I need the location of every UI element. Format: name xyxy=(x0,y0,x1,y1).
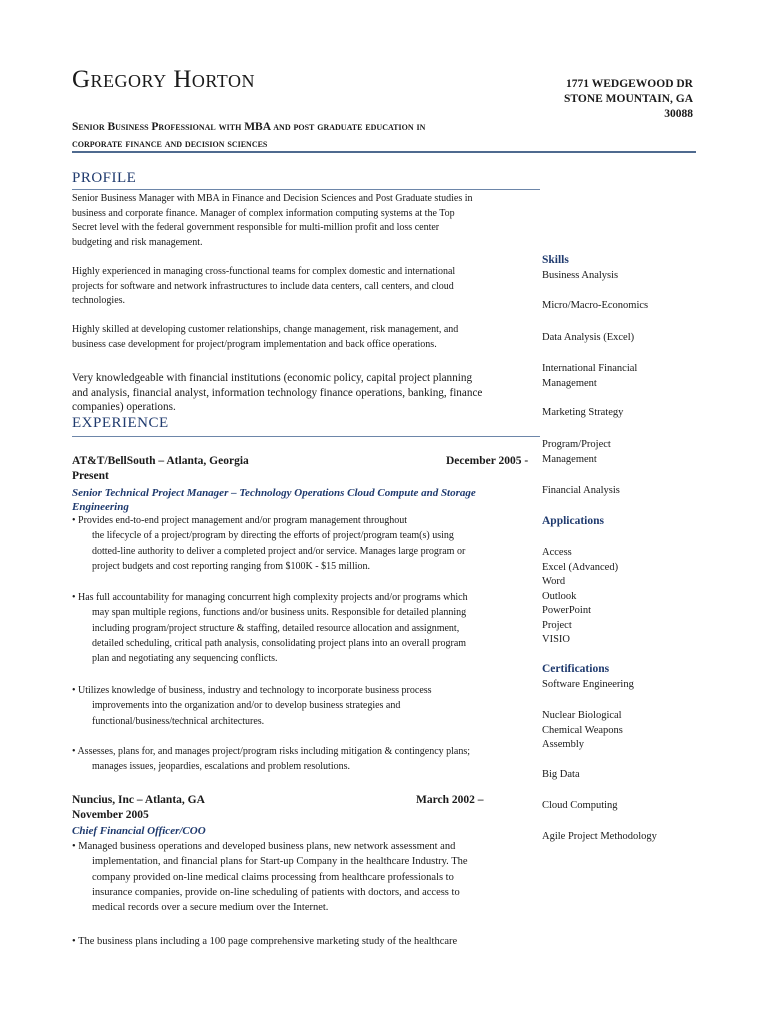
text-line: Chemical Weapons xyxy=(542,724,623,736)
text-line: • Utilizes knowledge of business, industry and technology to incorporate business process xyxy=(72,685,432,696)
text-line: may span multiple regions, functions and/or business units. Responsible for detailed planning xyxy=(92,607,467,619)
application-item: PowerPoint xyxy=(542,605,592,616)
text-line: manages issues, jeopardies, escalations and problem resolutions. xyxy=(92,761,350,773)
skill-item xyxy=(542,438,692,467)
job-bullet xyxy=(72,590,534,666)
address-block xyxy=(564,77,693,122)
job-dates: March 2002 – xyxy=(416,794,484,806)
role-line: Engineering xyxy=(72,501,129,513)
text-line: detailed scheduling, critical path analysis, consolidating project plans into an overall program xyxy=(92,637,467,649)
text-line: dotted-line authority to deliver a completed project and/or service. Manages large program or xyxy=(92,545,466,557)
job-bullet xyxy=(72,934,542,949)
job-company: Nuncius, Inc – Atlanta, GA xyxy=(72,794,205,806)
job-dates-end: Present xyxy=(72,470,109,482)
profile-paragraph xyxy=(72,323,542,352)
application-item: Word xyxy=(542,576,566,587)
text-line: insurance companies, provide on-line scheduling of patients with doctors, and access to xyxy=(92,886,460,898)
headline-line: Senior Business Professional with MBA and post graduate education in xyxy=(72,121,426,133)
text-line: • Has full accountability for managing concurrent high complexity projects and/or programs which xyxy=(72,592,468,603)
text-line: Nuclear Biological xyxy=(542,710,622,721)
text-line: Management xyxy=(542,377,597,389)
text-line: Secret level with the federal government responsible for multi-million profit and loss center xyxy=(72,222,440,233)
certification-item: Agile Project Methodology xyxy=(542,831,657,842)
headline xyxy=(72,119,532,153)
job-company: AT&T/BellSouth – Atlanta, Georgia xyxy=(72,455,249,467)
header-divider xyxy=(72,151,696,153)
certification-item: Cloud Computing xyxy=(542,800,618,811)
text-line: International Financial xyxy=(542,363,638,374)
application-item: Outlook xyxy=(542,590,577,602)
certification-item: Big Data xyxy=(542,769,580,780)
text-line: budgeting and risk management. xyxy=(72,236,203,248)
text-line: including program/project structure & staffing, detailed resource allocation and assignment, xyxy=(92,622,460,634)
application-item: Project xyxy=(542,619,572,631)
job-bullet xyxy=(72,839,534,915)
certifications-heading: Certifications xyxy=(542,663,610,675)
profile-divider xyxy=(72,189,540,190)
applications-heading: Applications xyxy=(542,515,604,527)
address-line: 1771 WEDGEWOOD DR xyxy=(566,78,693,90)
text-line: technologies. xyxy=(72,295,126,306)
text-line: and analysis, financial analyst, information technology finance operations, banking, finance xyxy=(72,386,483,399)
skills-heading: Skills xyxy=(542,254,569,266)
role-line: Senior Technical Project Manager – Technology Operations Cloud Compute and Storage xyxy=(72,487,476,499)
text-line: • The business plans including a 100 page comprehensive marketing study of the healthcare xyxy=(72,936,458,947)
profile-paragraph xyxy=(72,265,542,309)
job-bullet xyxy=(72,683,534,729)
application-item: Excel (Advanced) xyxy=(542,561,619,573)
job-role: Chief Financial Officer/COO xyxy=(72,825,206,837)
text-line: functional/business/technical architectures. xyxy=(92,715,265,727)
text-line: Highly experienced in managing cross-functional teams for complex domestic and international xyxy=(72,266,456,277)
text-line: Assembly xyxy=(542,739,584,750)
headline-line: corporate finance and decision sciences xyxy=(72,138,268,150)
application-list xyxy=(542,546,692,648)
address-line: 30088 xyxy=(664,108,693,120)
text-line: companies) operations. xyxy=(72,401,176,413)
text-line: Program/Project xyxy=(542,439,611,450)
text-line: • Provides end-to-end project management and/or program management throughout xyxy=(72,515,408,526)
text-line: implementation, and financial plans for Start-up Company in the healthcare Industry. The xyxy=(92,856,468,868)
profile-heading: PROFILE xyxy=(72,170,137,186)
job-dates: December 2005 - xyxy=(446,455,529,467)
text-line: improvements into the organization and/or to develop business strategies and xyxy=(92,700,401,712)
text-line: project budgets and cost reporting ranging from $100K - $15 million. xyxy=(92,560,371,572)
certification-item xyxy=(542,709,692,753)
text-line: • Managed business operations and developed business plans, new network assessment and xyxy=(72,841,456,852)
profile-paragraph xyxy=(72,371,542,415)
skill-item: Micro/Macro-Economics xyxy=(542,300,649,311)
skill-item: Financial Analysis xyxy=(542,485,620,496)
text-line: • Assesses, plans for, and manages project/program risks including mitigation & contingency plans; xyxy=(72,746,471,757)
text-line: plan and negotiating any sequencing conflicts. xyxy=(92,653,278,665)
skill-item: Marketing Strategy xyxy=(542,407,624,418)
text-line: Management xyxy=(542,453,597,465)
experience-divider xyxy=(72,436,540,437)
text-line: business case development for project/program implementation and back office operations. xyxy=(72,338,437,350)
job-dates-end: November 2005 xyxy=(72,809,149,821)
skill-item: Data Analysis (Excel) xyxy=(542,332,635,343)
text-line: Very knowledgeable with financial institutions (economic policy, capital project planning xyxy=(72,372,473,384)
skill-item: Business Analysis xyxy=(542,270,619,281)
job-bullet xyxy=(72,744,534,775)
skill-item xyxy=(542,362,692,391)
text-line: Highly skilled at developing customer relationships, change management, risk management, and xyxy=(72,324,459,335)
application-item: VISIO xyxy=(542,634,570,645)
candidate-name: Gregory Horton xyxy=(72,66,255,93)
job-role xyxy=(72,486,547,514)
experience-heading: EXPERIENCE xyxy=(72,415,169,431)
profile-paragraph xyxy=(72,192,542,250)
text-line: Senior Business Manager with MBA in Finance and Decision Sciences and Post Graduate studies in xyxy=(72,193,473,204)
application-item: Access xyxy=(542,547,572,558)
text-line: medical records over a secure medium over the Internet. xyxy=(92,902,329,914)
text-line: the lifecycle of a project/program by directing the efforts of project/program team(s) using xyxy=(92,530,454,542)
text-line: projects for software and network infrastructures to include data centers, call centers, and cloud xyxy=(72,280,454,292)
certification-item: Software Engineering xyxy=(542,679,634,690)
address-line: STONE MOUNTAIN, GA xyxy=(564,93,693,105)
text-line: business and corporate finance. Manager of complex information computing systems at the Top xyxy=(72,207,455,219)
text-line: company provided on-line medical claims processing from healthcare professionals to xyxy=(92,871,454,883)
job-bullet xyxy=(72,513,534,574)
